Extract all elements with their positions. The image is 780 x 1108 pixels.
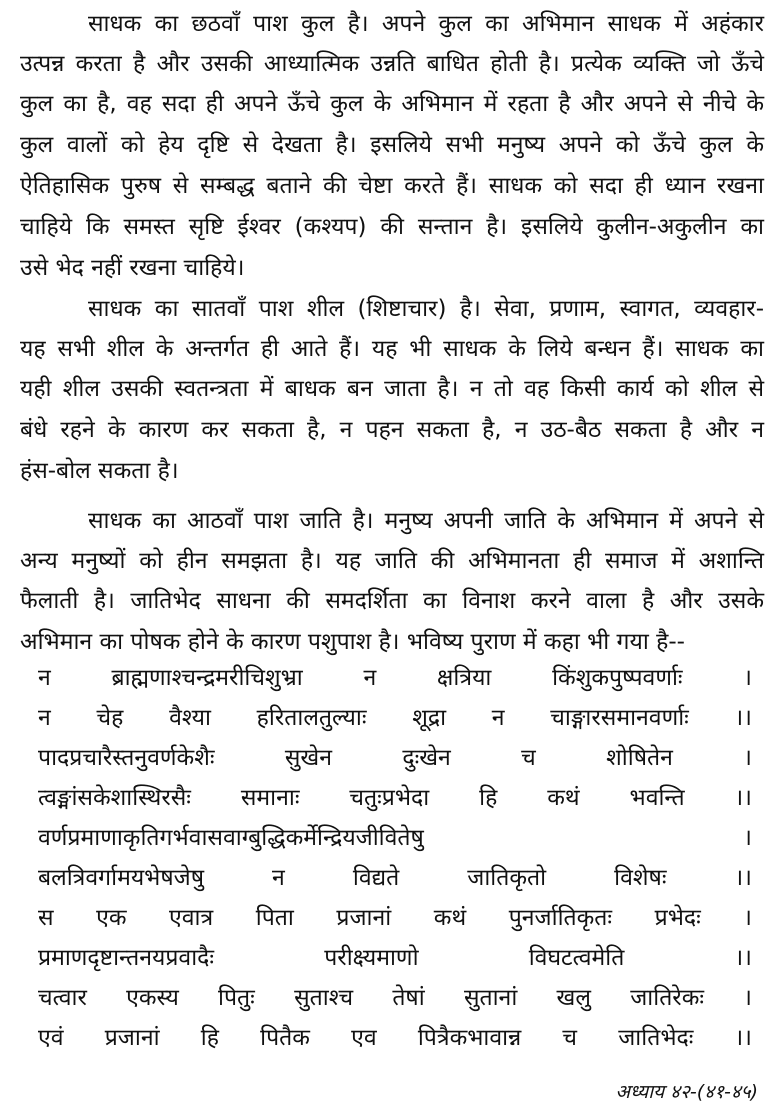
verse-line: वर्णप्रमाणाकृतिगर्भवासवाग्बुद्धिकर्मेन्द्रियजीवितेषु । — [38, 825, 752, 851]
verse-line: न ब्राह्मणाश्चन्द्रमरीचिशुभ्रा न क्षत्रिया किंशुकपुष्पवर्णाः । — [38, 665, 752, 691]
verse-line: स एक एवात्र पिता प्रजानां कथं पुनर्जातिकृतः प्रभेदः । — [38, 905, 752, 931]
text-line: उत्पन्न करता है और उसकी आध्यात्मिक उन्नति बाधित होती है। प्रत्येक व्यक्ति जो ऊँचे — [20, 51, 764, 77]
verse-line: एवं प्रजानां हि पितैक एव पित्रैकभावान्न च जातिभेदः ।। — [38, 1025, 752, 1051]
verse-line: चत्वार एकस्य पितुः सुताश्च तेषां सुतानां खलु जातिरेकः । — [38, 985, 752, 1011]
verse-line: त्वङ्मांसकेशास्थिरसैः समानाः चतुःप्रभेदा हि कथं भवन्ति ।। — [38, 785, 752, 811]
text-line: साधक का छठवाँ पाश कुल है। अपने कुल का अभिमान साधक में अहंकार — [88, 11, 764, 37]
text-line: उसे भेद नहीं रखना चाहिये। — [20, 255, 245, 281]
text-line: बंधे रहने के कारण कर सकता है, न पहन सकता है, न उठ-बैठ सकता है और न — [20, 417, 764, 443]
text-line: हंस-बोल सकता है। — [20, 458, 179, 484]
verse-line: बलत्रिवर्गामयभेषजेषु न विद्यते जातिकृतो विशेषः ।। — [38, 865, 752, 891]
verse-line: प्रमाणदृष्टान्तनयप्रवादैः परीक्ष्यमाणो विघटत्वमेति ।। — [38, 945, 752, 971]
text-line: फैलाती है। जातिभेद साधना की समदर्शिता का विनाश करने वाला है और उसके — [20, 588, 764, 614]
verse-line: न चेह वैश्या हरितालतुल्याः शूद्रा न चाङ्गारसमानवर्णाः ।। — [38, 705, 752, 731]
text-line: कुल का है, वह सदा ही अपने ऊँचे कुल के अभिमान में रहता है और अपने से नीचे के — [20, 91, 764, 117]
text-line: कुल वालों को हेय दृष्टि से देखता है। इसलिये सभी मनुष्य अपने को ऊँचे कुल के — [20, 132, 764, 158]
verse-line: पादप्रचारैस्तनुवर्णकेशैः सुखेन दुःखेन च शोषितेन । — [38, 745, 752, 771]
chapter-reference: अध्याय ४२-(४१-४५) — [615, 1081, 758, 1103]
text-line: यह सभी शील के अन्तर्गत ही आते हैं। यह भी साधक के लिये बन्धन हैं। साधक का — [20, 336, 764, 362]
text-line: अभिमान का पोषक होने के कारण पशुपाश है। भविष्य पुराण में कहा भी गया है-- — [20, 629, 685, 655]
text-line: साधक का सातवाँ पाश शील (शिष्टाचार) है। सेवा, प्रणाम, स्वागत, व्यवहार- — [88, 296, 764, 322]
text-line: चाहिये कि समस्त सृष्टि ईश्वर (कश्यप) की सन्तान है। इसलिये कुलीन-अकुलीन का — [20, 214, 764, 240]
text-line: साधक का आठवाँ पाश जाति है। मनुष्य अपनी जाति के अभिमान में अपने से — [88, 508, 764, 534]
text-line: अन्य मनुष्यों को हीन समझता है। यह जाति की अभिमानता ही समाज में अशान्ति — [20, 548, 764, 574]
text-line: यही शील उसकी स्वतन्त्रता में बाधक बन जाता है। न तो वह किसी कार्य को शील से — [20, 376, 764, 402]
text-line: ऐतिहासिक पुरुष से सम्बद्ध बताने की चेष्टा करते हैं। साधक को सदा ही ध्यान रखना — [20, 173, 764, 199]
